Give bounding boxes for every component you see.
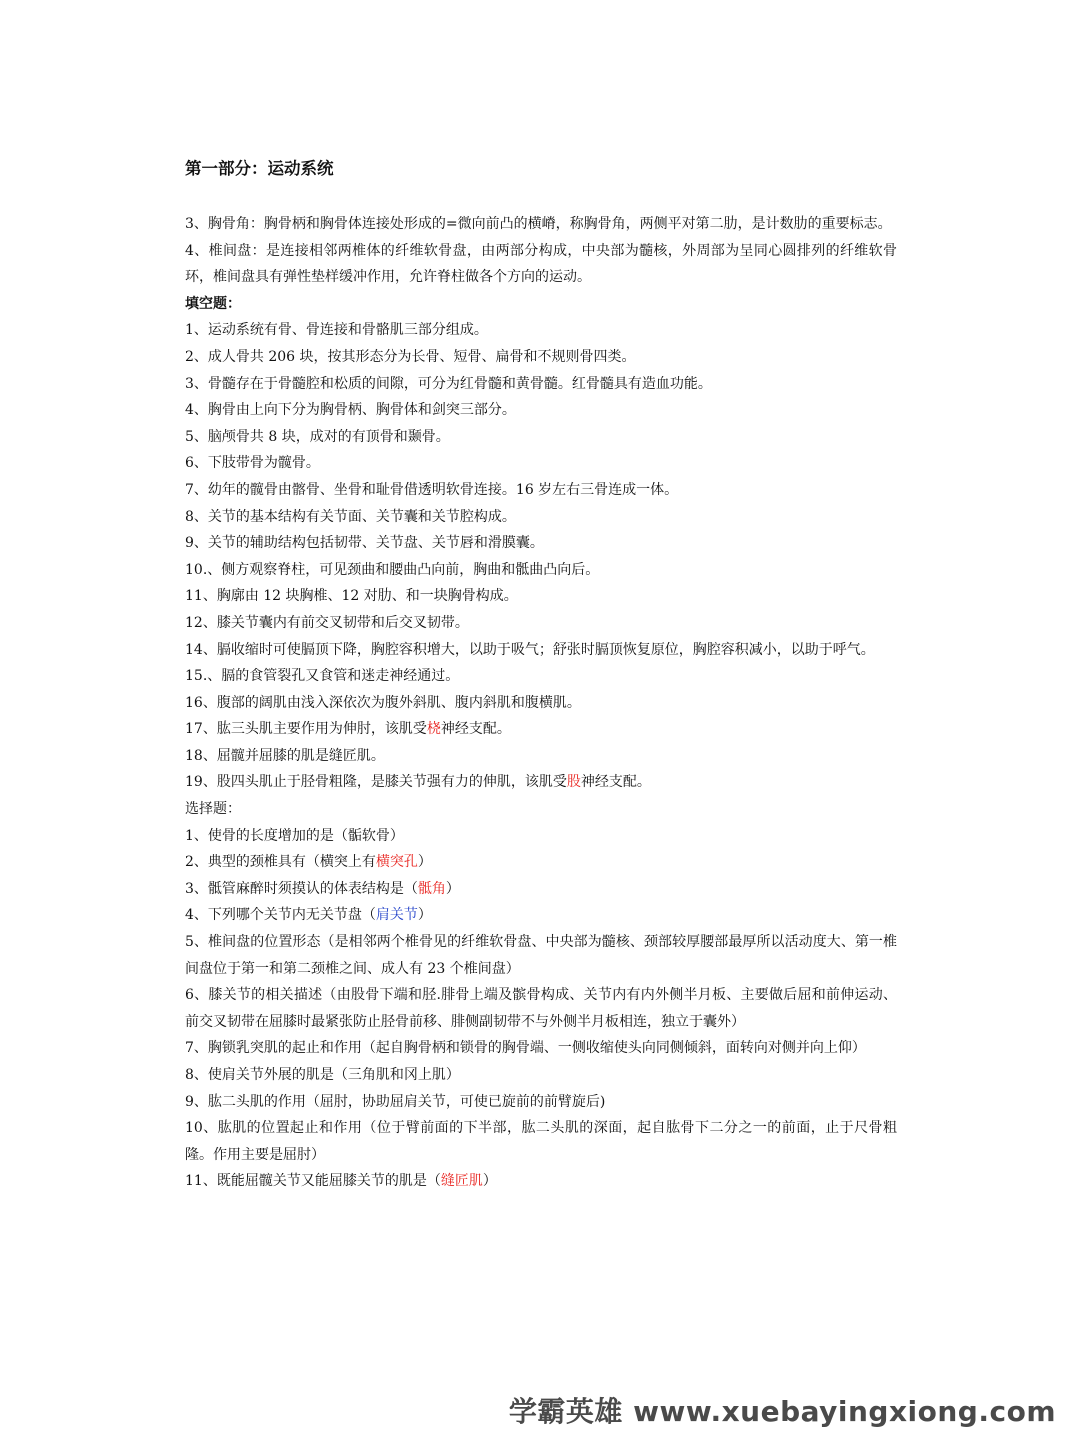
- fill-item-14: 14、膈收缩时可使膈顶下降，胸腔容积增大，以助于吸气；舒张时膈顶恢复原位，胸腔容积减小，以助于呼气。: [185, 641, 875, 658]
- choice-4-text-post: ）: [417, 907, 432, 924]
- fill-item-18: 18、屈髋并屈膝的肌是缝匠肌。: [185, 747, 385, 764]
- choice-2-answer: 横突孔: [375, 854, 418, 871]
- fill-item-6: 6、下肢带骨为髋骨。: [185, 455, 320, 472]
- fill-item-3: 3、骨髓存在于骨髓腔和松质的间隙，可分为红骨髓和黄骨髓。红骨髓具有造血功能。: [185, 375, 712, 392]
- page-title: 第一部分：运动系统: [185, 159, 334, 178]
- choice-item-9: 9、肱二头肌的作用（屈肘，协助屈肩关节，可使已旋前的前臂旋后): [185, 1093, 606, 1110]
- choice-item-11: [185, 1168, 897, 1195]
- choice-item-7: 7、胸锁乳突肌的起止和作用（起自胸骨柄和锁骨的胸骨端、一侧收缩使头向同侧倾斜，面转向对侧并向上仰）: [185, 1040, 866, 1057]
- fill-17-answer: 桡: [426, 721, 441, 738]
- fill-item-5: 5、脑颅骨共 8 块，成对的有顶骨和颞骨。: [185, 428, 450, 445]
- fill-item-9: 9、关节的辅助结构包括韧带、关节盘、关节唇和滑膜囊。: [185, 535, 544, 552]
- fill-19-text-post: 神经支配。: [580, 774, 651, 791]
- fill-19-text-pre: 19、股四头肌止于胫骨粗隆，是膝关节强有力的伸肌，该肌受: [185, 774, 567, 791]
- choice-11-answer: 缝匠肌: [440, 1173, 483, 1190]
- fill-item-7: 7、幼年的髋骨由髂骨、坐骨和耻骨借透明软骨连接。16 岁左右三骨连成一体。: [185, 481, 679, 498]
- choice-item-10: 10、肱肌的位置起止和作用（位于臂前面的下半部，肱二头肌的深面，起自肱骨下二分之一的前面，止于尺骨粗隆。作用主要是屈肘）: [185, 1120, 897, 1163]
- fill-17-text-post: 神经支配。: [440, 721, 511, 738]
- choice-4-text-pre: 4、下列哪个关节内无关节盘（: [185, 907, 376, 924]
- fill-item-15: 15.、膈的食管裂孔又食管和迷走神经通过。: [185, 668, 460, 685]
- choice-item-4: [185, 902, 897, 929]
- fill-item-16: 16、腹部的阔肌由浅入深依次为腹外斜肌、腹内斜肌和腹横肌。: [185, 694, 581, 711]
- document-page: [185, 154, 897, 1195]
- fill-item-17: [185, 716, 897, 743]
- site-watermark: 学霸英雄 www.xuebayingxiong.com: [508, 1395, 1056, 1428]
- choice-item-5: 5、椎间盘的位置形态（是相邻两个椎骨见的纤维软骨盘、中央部为髓核、颈部较厚腰部最厚所以活动度大、第一椎间盘位于第一和第二颈椎之间、成人有 23 个椎间盘）: [185, 934, 897, 977]
- choice-11-text-pre: 11、既能屈髋关节又能屈膝关节的肌是（: [185, 1173, 441, 1190]
- choice-11-text-post: ）: [482, 1173, 497, 1190]
- choice-heading: 选择题：: [185, 801, 241, 818]
- choice-item-2: [185, 849, 897, 876]
- choice-2-text-pre: 2、典型的颈椎具有（横突上有: [185, 854, 376, 871]
- fill-item-4: 4、胸骨由上向下分为胸骨柄、胸骨体和剑突三部分。: [185, 402, 516, 419]
- fill-item-12: 12、膝关节囊内有前交叉韧带和后交叉韧带。: [185, 614, 469, 631]
- definition-4: 4、椎间盘：是连接相邻两椎体的纤维软骨盘，由两部分构成，中央部为髓核，外周部为呈同心圆排列的纤维软骨环，椎间盘具有弹性垫样缓冲作用，允许脊柱做各个方向的运动。: [185, 242, 897, 286]
- choice-3-answer: 骶角: [417, 880, 446, 897]
- choice-item-8: 8、使肩关节外展的肌是（三角肌和冈上肌）: [185, 1067, 460, 1083]
- fill-heading: 填空题：: [185, 295, 241, 312]
- fill-17-text-pre: 17、肱三头肌主要作用为伸肘，该肌受: [185, 721, 427, 738]
- fill-item-10: 10.、侧方观察脊柱，可见颈曲和腰曲凸向前，胸曲和骶曲凸向后。: [185, 561, 600, 578]
- fill-item-8: 8、关节的基本结构有关节面、关节囊和关节腔构成。: [185, 508, 516, 525]
- choice-3-text-pre: 3、骶管麻醉时须摸认的体表结构是（: [185, 880, 418, 897]
- choice-2-text-post: ）: [417, 854, 432, 871]
- definition-3: 3、胸骨角：胸骨柄和胸骨体连接处形成的=微向前凸的横嵴，称胸骨角，两侧平对第二肋，是计数肋的重要标志。: [185, 216, 892, 232]
- fill-item-2: 2、成人骨共 206 块，按其形态分为长骨、短骨、扁骨和不规则骨四类。: [185, 348, 636, 365]
- fill-item-11: 11、胸廓由 12 块胸椎、12 对肋、和一块胸骨构成。: [185, 588, 518, 605]
- fill-item-19: [185, 769, 897, 796]
- fill-item-1: 1、运动系统有骨、骨连接和骨骼肌三部分组成。: [185, 322, 488, 339]
- choice-item-1: 1、使骨的长度增加的是（骺软骨）: [185, 827, 404, 844]
- choice-item-6: 6、膝关节的相关描述（由股骨下端和胫.腓骨上端及髌骨构成、关节内有内外侧半月板、主要做后屈和前伸运动、前交叉韧带在屈膝时最紧张防止胫骨前移、腓侧副韧带不与外侧半月板相连，独立于囊外）: [185, 987, 897, 1030]
- choice-3-text-post: ）: [445, 880, 460, 897]
- fill-19-answer: 股: [566, 774, 581, 791]
- choice-4-answer: 肩关节: [375, 907, 418, 924]
- choice-item-3: [185, 876, 897, 903]
